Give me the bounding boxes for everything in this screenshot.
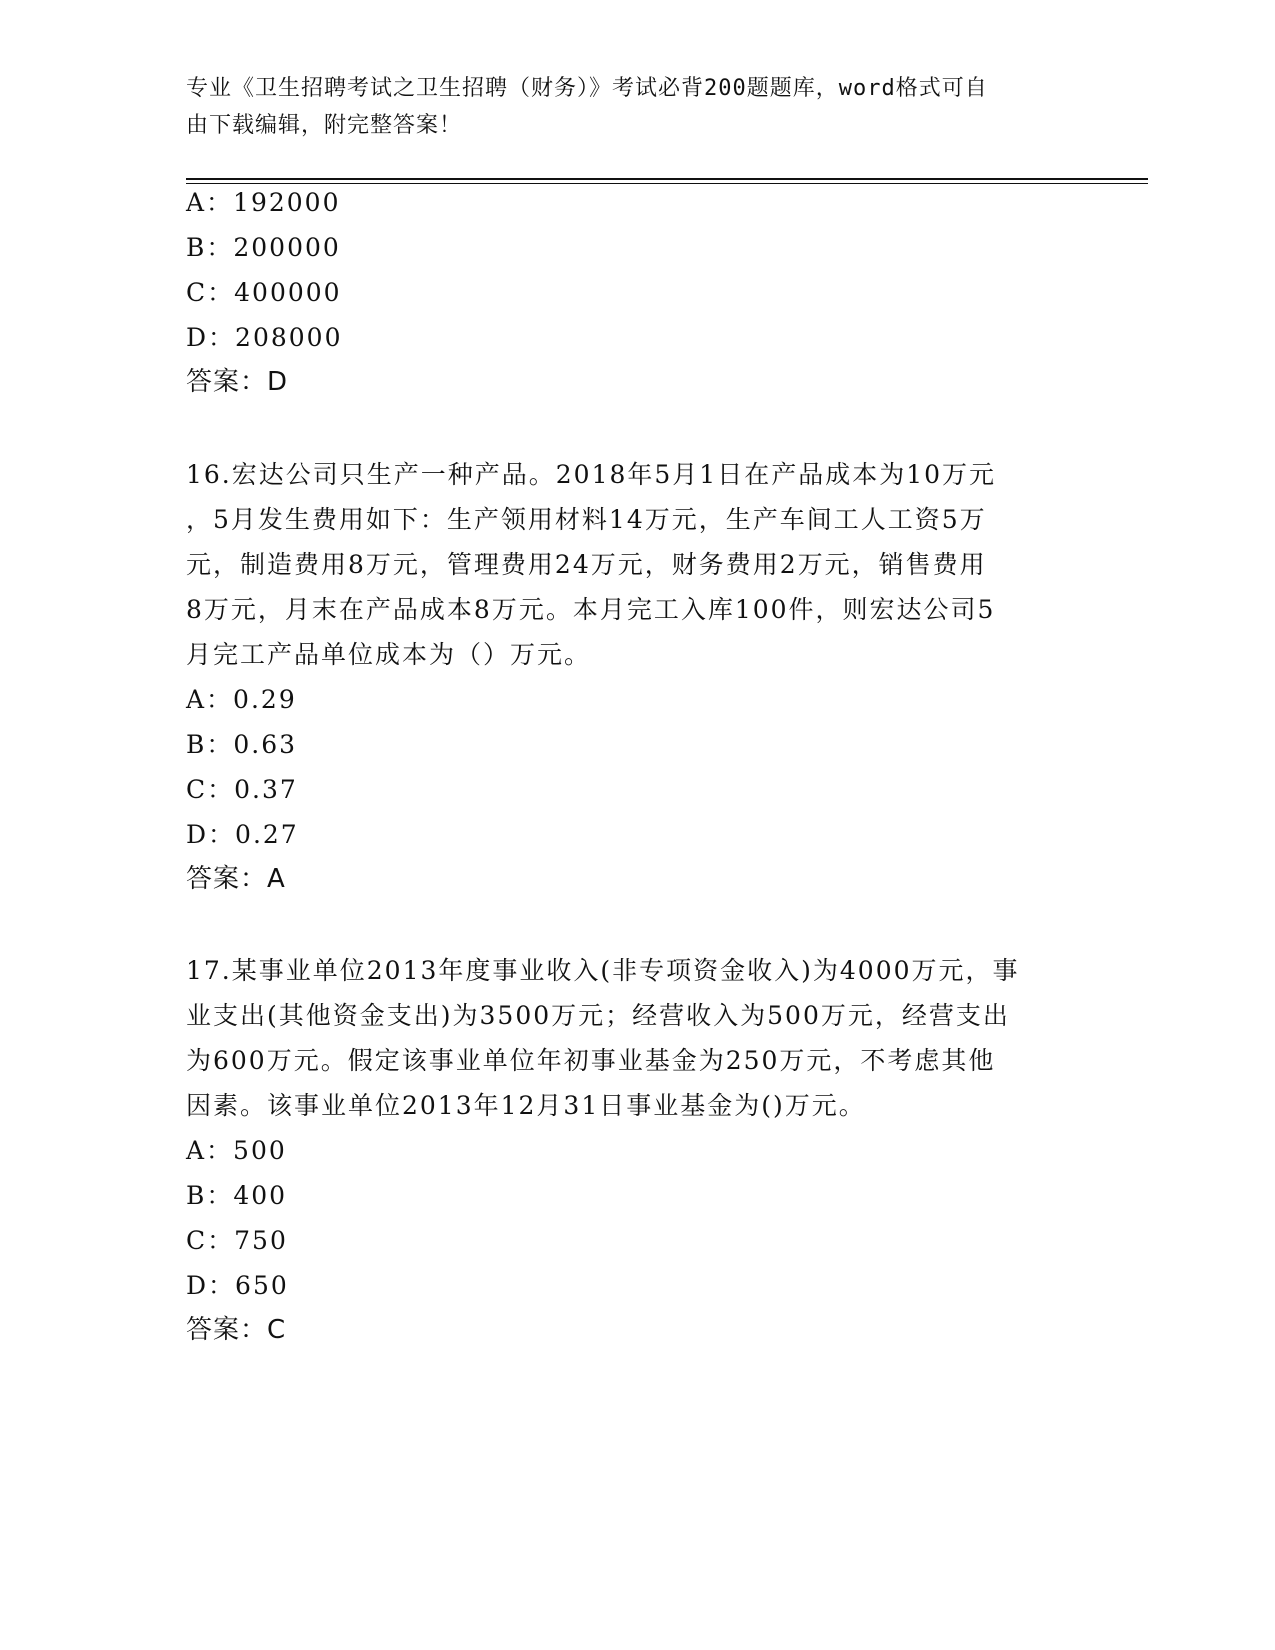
header-line-1: 专业《卫生招聘考试之卫生招聘（财务）》考试必背200题题库，word格式可自 xyxy=(186,76,988,101)
option-d: D：0.27 xyxy=(186,820,299,849)
question-stem-line: ，5月发生费用如下：生产领用材料14万元，生产车间工人工资5万 xyxy=(186,505,987,534)
question-stem-line: 元，制造费用8万元，管理费用24万元，财务费用2万元，销售费用 xyxy=(186,550,987,579)
question-15 xyxy=(186,180,1066,405)
option-a: A：192000 xyxy=(186,188,341,217)
option-a: A：0.29 xyxy=(186,685,297,714)
question-stem-line: 业支出(其他资金支出)为3500万元；经营收入为500万元，经营支出 xyxy=(186,1001,1010,1030)
question-stem-line: 月完工产品单位成本为（）万元。 xyxy=(186,640,592,669)
question-17 xyxy=(186,948,1066,1353)
question-stem-line: 8万元，月末在产品成本8万元。本月完工入库100件，则宏达公司5 xyxy=(186,595,996,624)
option-d: D：208000 xyxy=(186,323,343,352)
question-stem-line: 16.宏达公司只生产一种产品。2018年5月1日在产品成本为10万元 xyxy=(186,460,997,489)
option-b: B：0.63 xyxy=(186,730,298,759)
option-d: D：650 xyxy=(186,1271,289,1300)
answer-line: 答案：C xyxy=(186,1315,287,1345)
question-stem-line: 因素。该事业单位2013年12月31日事业基金为()万元。 xyxy=(186,1091,866,1120)
option-c: C：0.37 xyxy=(186,775,298,804)
question-16 xyxy=(186,452,1066,902)
option-a: A：500 xyxy=(186,1136,287,1165)
option-c: C：750 xyxy=(186,1226,288,1255)
option-b: B：400 xyxy=(186,1181,288,1210)
option-c: C：400000 xyxy=(186,278,342,307)
option-b: B：200000 xyxy=(186,233,341,262)
header-line-2: 由下载编辑，附完整答案！ xyxy=(186,113,463,138)
question-stem-line: 为600万元。假定该事业单位年初事业基金为250万元，不考虑其他 xyxy=(186,1046,996,1075)
answer-line: 答案：D xyxy=(186,367,289,397)
question-stem-line: 17.某事业单位2013年度事业收入(非专项资金收入)为4000万元，事 xyxy=(186,956,1020,985)
answer-line: 答案：A xyxy=(186,864,286,894)
document-header xyxy=(186,70,1066,144)
